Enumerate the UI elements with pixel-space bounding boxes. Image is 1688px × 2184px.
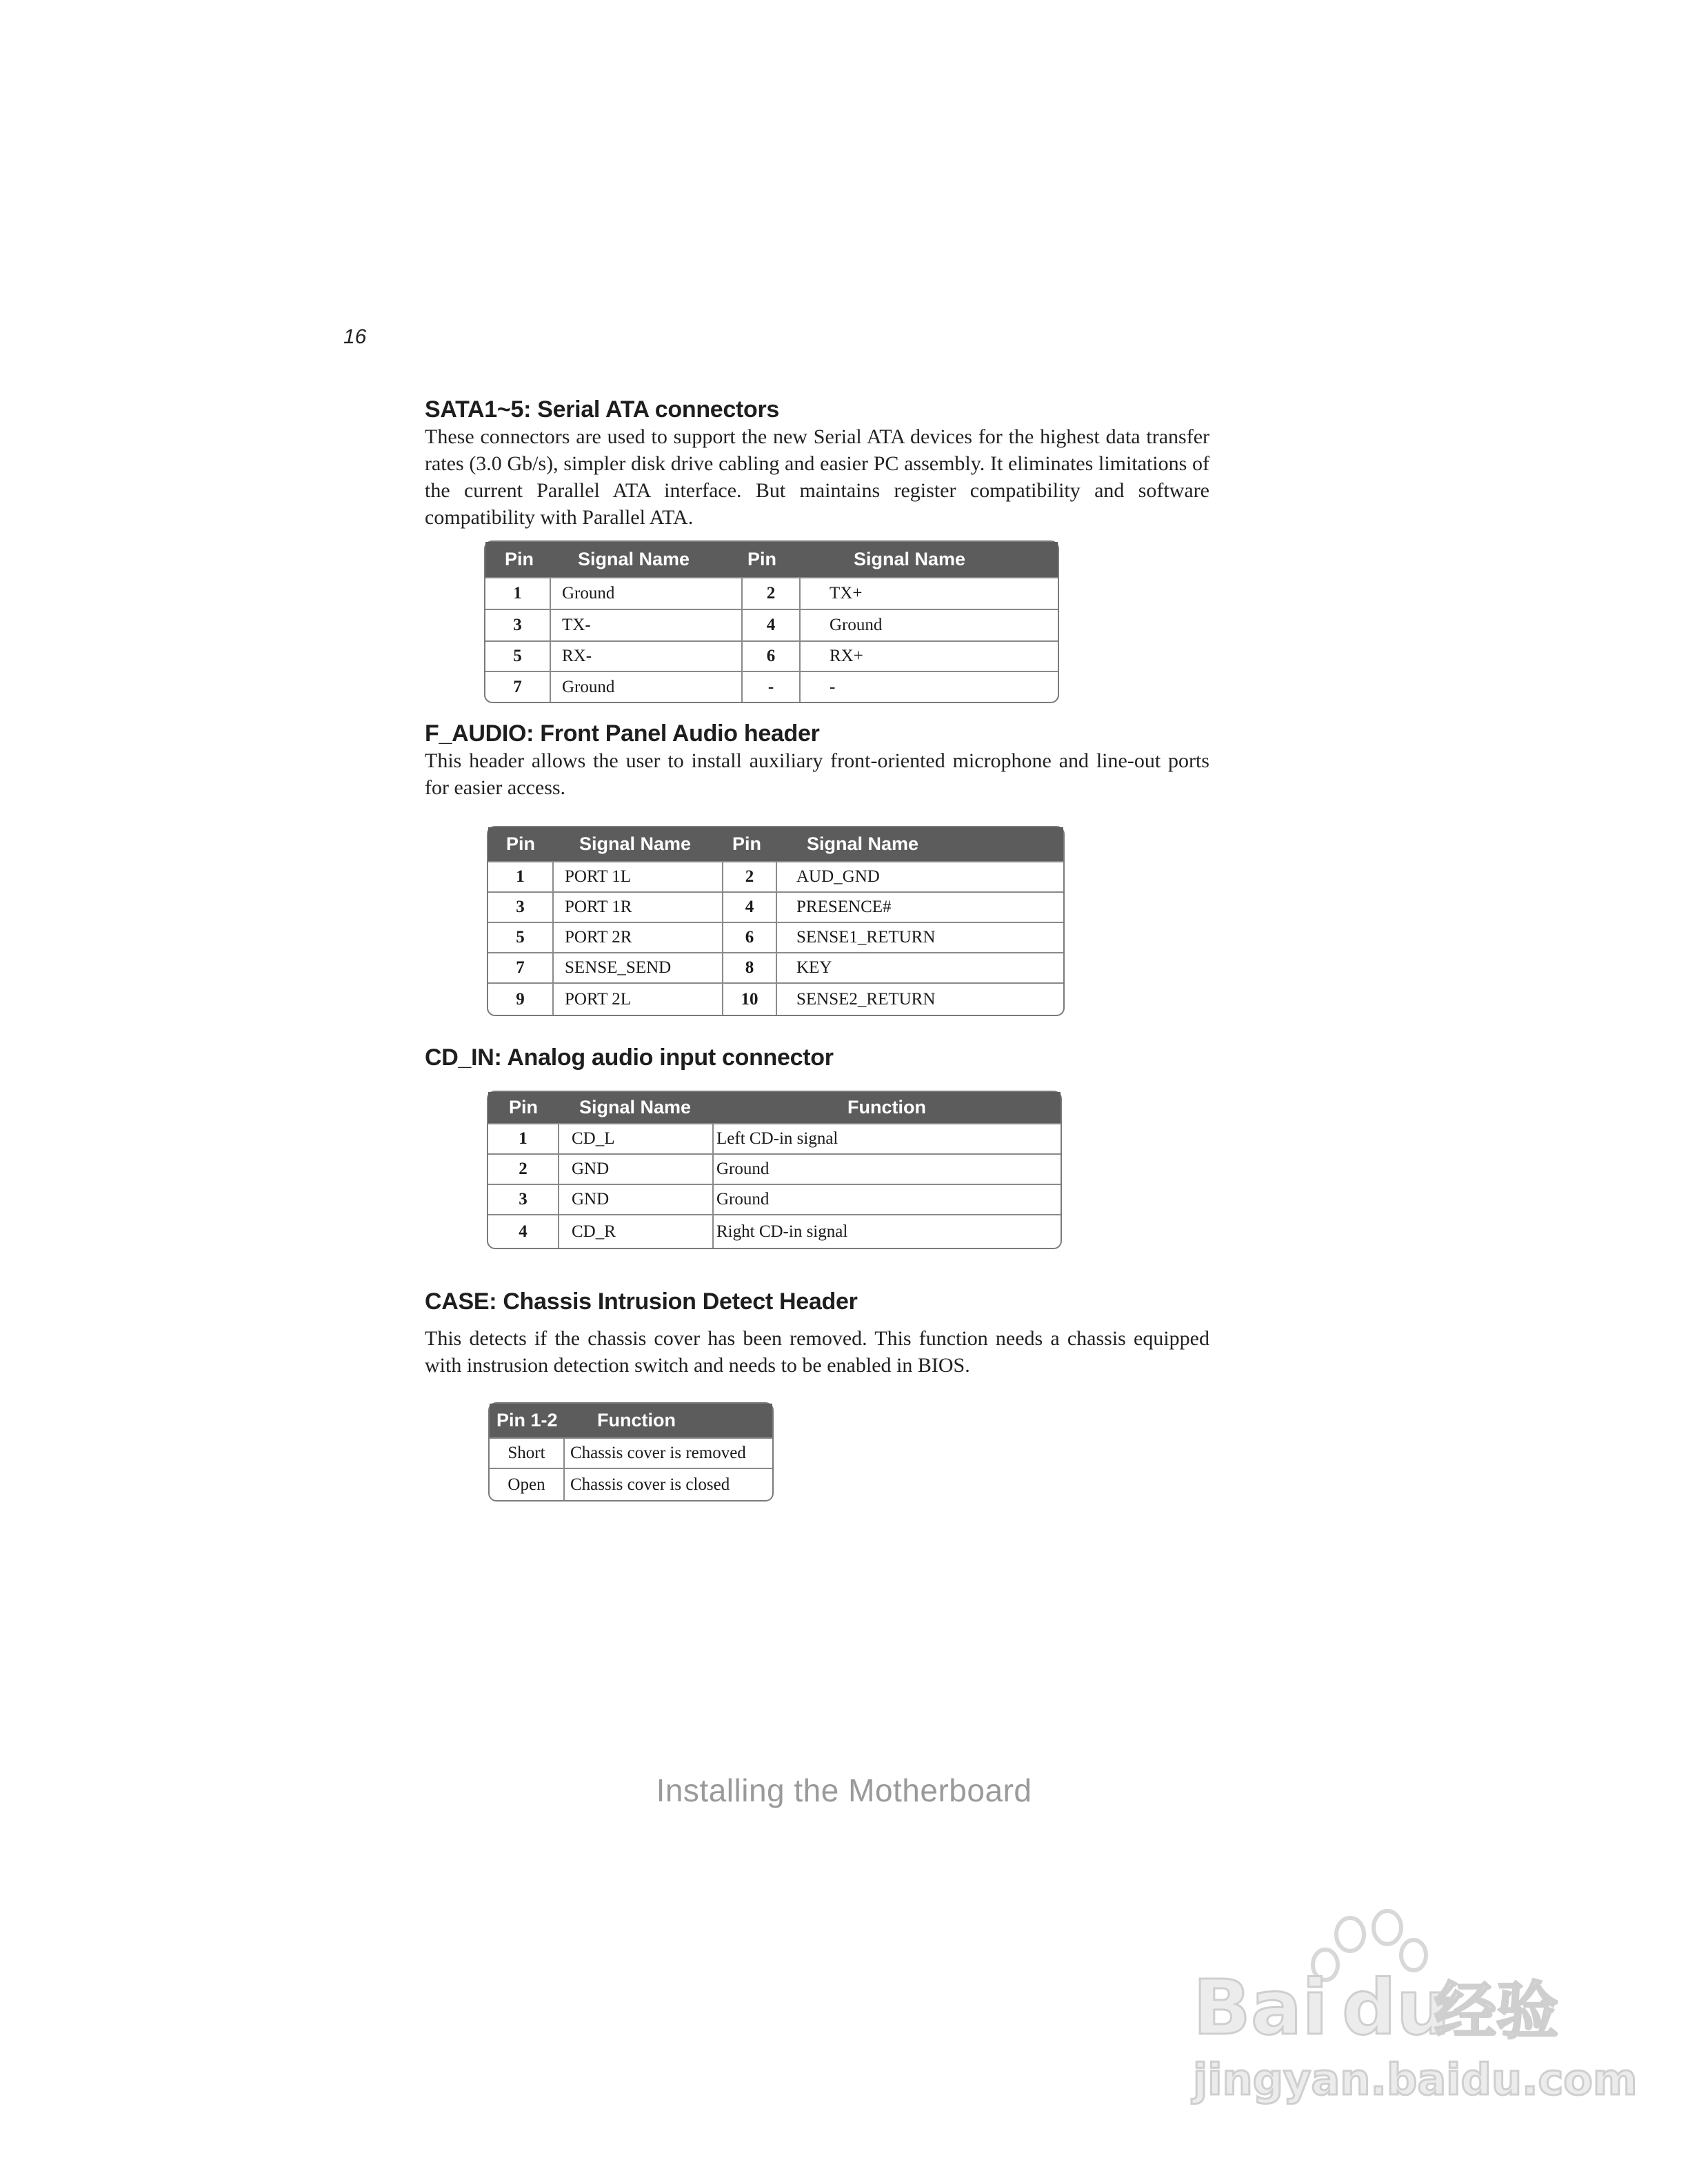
table-cell: 2 [742, 578, 800, 609]
table-row [485, 578, 1058, 609]
table-cell: 8 [723, 953, 776, 983]
sata-table [484, 540, 1059, 703]
sata-paragraph: These connectors are used to support the new Serial ATA devices for the highest data transfer rates (3.0 Gb/s), simpler disk drive cabling and easier PC assembly. It eliminates limitations of the current Parallel ATA interface. But maintains register compatibility and software compatibility with Parallel ATA. [425, 425, 1209, 529]
table-row [485, 609, 1058, 641]
f-audio-table [487, 826, 1065, 1016]
table-cell: SENSE1_RETURN [776, 922, 1063, 953]
column-header: Pin [742, 542, 800, 578]
table-cell: 3 [488, 1184, 559, 1215]
table-cell: 1 [485, 578, 550, 609]
table-cell: RX- [550, 641, 742, 671]
f-audio-paragraph: This header allows the user to install auxiliary front-oriented microphone and line-out ports for easier access. [425, 749, 1209, 799]
column-header: Pin [485, 542, 550, 578]
svg-text:du: du [1342, 1963, 1451, 2052]
table-cell: Ground [800, 609, 1058, 641]
column-header: Signal Name [559, 1092, 713, 1124]
table-cell: 5 [485, 641, 550, 671]
table-row [488, 1124, 1061, 1154]
table-cell: 7 [488, 953, 553, 983]
column-header: Pin [488, 1092, 559, 1124]
table-cell: 3 [485, 609, 550, 641]
table-cell: - [800, 671, 1058, 702]
footer-title: Installing the Motherboard [656, 1772, 1032, 1808]
table-cell: 9 [488, 983, 553, 1015]
table-cell: RX+ [800, 641, 1058, 671]
table-cell: PORT 2L [553, 983, 723, 1015]
table-cell: 6 [742, 641, 800, 671]
table-header-row [488, 827, 1063, 862]
svg-text:Bai: Bai [1193, 1963, 1328, 2052]
table-cell: AUD_GND [776, 862, 1063, 892]
table-cell: Left CD-in signal [713, 1124, 1061, 1154]
table-cell: SENSE_SEND [553, 953, 723, 983]
case-heading: CASE: Chassis Intrusion Detect Header [425, 1288, 858, 1315]
table-header-row [488, 1092, 1061, 1124]
table-row [485, 671, 1058, 702]
table-cell: PRESENCE# [776, 892, 1063, 922]
table-cell: 2 [488, 1154, 559, 1184]
cd-in-heading: CD_IN: Analog audio input connector [425, 1044, 834, 1071]
cd-in-table [487, 1091, 1062, 1249]
sata-heading: SATA1~5: Serial ATA connectors [425, 396, 780, 423]
table-cell: 6 [723, 922, 776, 953]
table-cell: 4 [723, 892, 776, 922]
column-header: Function [713, 1092, 1061, 1124]
table-row [490, 1468, 772, 1500]
baidu-paw-icon [1179, 1903, 1638, 2110]
table-cell: Ground [713, 1184, 1061, 1215]
column-header: Pin 1-2 [490, 1404, 564, 1438]
table-header-row [485, 542, 1058, 578]
baidu-watermark-logo [1179, 1903, 1638, 2113]
table-cell: TX+ [800, 578, 1058, 609]
table-header-row [490, 1404, 772, 1438]
table-cell: CD_L [559, 1124, 713, 1154]
cd-in-section [425, 1044, 1209, 1071]
table-cell: PORT 1R [553, 892, 723, 922]
table-cell: Chassis cover is closed [564, 1468, 772, 1500]
table-row [488, 922, 1063, 953]
case-table [488, 1402, 774, 1502]
table-cell: TX- [550, 609, 742, 641]
table-row [488, 1154, 1061, 1184]
table-cell: Right CD-in signal [713, 1215, 1061, 1248]
table-cell: PORT 1L [553, 862, 723, 892]
column-header: Function [564, 1404, 772, 1438]
table-cell: GND [559, 1184, 713, 1215]
table-cell: 4 [488, 1215, 559, 1248]
column-header: Pin [723, 827, 776, 862]
sata-section [425, 396, 1209, 531]
table-cell: - [742, 671, 800, 702]
table-cell: 1 [488, 1124, 559, 1154]
table-row [488, 953, 1063, 983]
column-header: Signal Name [776, 827, 1063, 862]
column-header: Pin [488, 827, 553, 862]
table-cell: Chassis cover is removed [564, 1438, 772, 1468]
table-cell: Short [490, 1438, 564, 1468]
table-cell: KEY [776, 953, 1063, 983]
f-audio-section [425, 720, 1209, 801]
table-cell: Ground [550, 671, 742, 702]
table-cell: CD_R [559, 1215, 713, 1248]
table-cell: 3 [488, 892, 553, 922]
svg-text:经验: 经验 [1434, 1975, 1558, 2048]
column-header: Signal Name [550, 542, 742, 578]
table-row [488, 983, 1063, 1015]
table-cell: 4 [742, 609, 800, 641]
table-cell: SENSE2_RETURN [776, 983, 1063, 1015]
table-cell: Ground [713, 1154, 1061, 1184]
table-row [488, 1184, 1061, 1215]
table-cell: GND [559, 1154, 713, 1184]
table-row [488, 1215, 1061, 1248]
table-cell: 2 [723, 862, 776, 892]
table-cell: Ground [550, 578, 742, 609]
table-cell: 10 [723, 983, 776, 1015]
table-cell: PORT 2R [553, 922, 723, 953]
column-header: Signal Name [800, 542, 1058, 578]
case-section [425, 1288, 1209, 1379]
case-paragraph: This detects if the chassis cover has been removed. This function needs a chassis equipped with instrusion detection switch and needs to be enabled in BIOS. [425, 1327, 1209, 1377]
page-number: 16 [343, 325, 367, 348]
column-header: Signal Name [553, 827, 723, 862]
table-cell: 1 [488, 862, 553, 892]
svg-text:jingyan.baidu.com: jingyan.baidu.com [1193, 2054, 1638, 2105]
table-cell: 7 [485, 671, 550, 702]
table-cell: 5 [488, 922, 553, 953]
table-row [485, 641, 1058, 671]
table-row [490, 1438, 772, 1468]
table-row [488, 892, 1063, 922]
f-audio-heading: F_AUDIO: Front Panel Audio header [425, 720, 820, 747]
table-cell: Open [490, 1468, 564, 1500]
table-row [488, 862, 1063, 892]
